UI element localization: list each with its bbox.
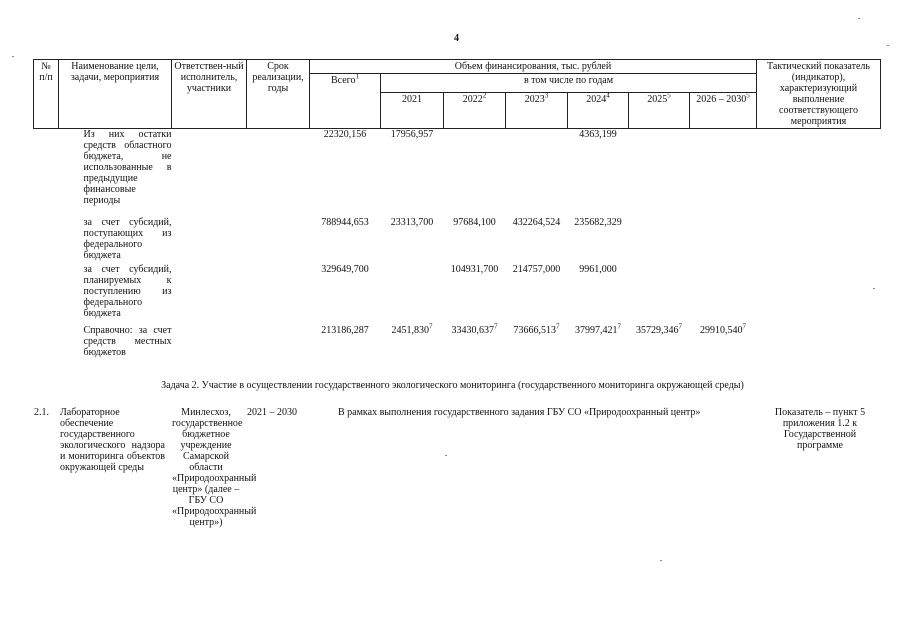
header-term: Срок реализации, годы — [247, 60, 310, 129]
row-2023: 73666,513$^7$ — [513, 322, 560, 336]
row-2023: 432264,524 — [512, 216, 561, 228]
row-2025 — [629, 129, 690, 217]
header-year: 2026 – 2030$^5$ — [690, 93, 757, 129]
row-2025 — [629, 264, 690, 325]
task-2-title: Задача 2. Участие в осуществлении государственного экологического мониторинга (государственного мониторинга окружающей среды) — [161, 380, 744, 391]
header-indicator: Тактический показатель (индикатор), характеризующий выполнение соответствующего мероприятия — [757, 60, 881, 129]
header-responsible: Ответствен-ный исполнитель, участники — [172, 60, 247, 129]
row-2026-2030 — [690, 129, 757, 217]
row-2021 — [381, 264, 444, 325]
row-total: 329649,700 — [321, 263, 369, 275]
row-2021: 17956,957 — [390, 129, 434, 140]
scan-speck — [873, 288, 875, 289]
header-financing: Объем финансирования, тыс. рублей — [310, 60, 757, 74]
row-2024: 9961,000 — [579, 263, 617, 275]
row-2025 — [629, 217, 690, 264]
table-row — [34, 264, 881, 325]
row-2023: 214757,000 — [512, 263, 561, 275]
row-2026-2030 — [690, 264, 757, 325]
row-name: за счет субсидий, планируемых к поступлению из федерального бюджета — [83, 263, 172, 319]
row-2025: 35729,346$^7$ — [636, 322, 682, 336]
row-2022 — [444, 129, 506, 217]
scan-speck — [445, 455, 447, 456]
header-year: 2022$^2$ — [444, 93, 506, 129]
financing-table — [33, 59, 881, 363]
row-2026-2030: 29910,540$^7$ — [700, 322, 746, 336]
header-year: 2023$^3$ — [506, 93, 568, 129]
header-year: 2025$^5$ — [629, 93, 690, 129]
row-name: за счет субсидий, поступающих из федерального бюджета — [83, 216, 172, 261]
row-2024: 37997,421$^7$ — [575, 322, 621, 336]
page-number: 4 — [454, 33, 459, 44]
item-term: 2021 – 2030 — [247, 407, 297, 418]
row-2024: 4363,199 — [579, 129, 617, 140]
row-2022: 104931,700 — [450, 263, 499, 275]
item-financing: В рамках выполнения государственного задания ГБУ СО «Природоохранный центр» — [338, 407, 701, 418]
table-row — [34, 129, 881, 217]
row-2021: 2451,830$^7$ — [391, 322, 433, 336]
row-2024: 235682,329 — [574, 216, 622, 228]
row-2021: 23313,700 — [390, 216, 434, 228]
header-name: Наименование цели, задачи, мероприятия — [59, 60, 172, 129]
row-2022: 33430,637$^7$ — [451, 322, 498, 336]
item-indicator: Показатель – пункт 5 приложения 1.2 к Государственной программе — [774, 407, 866, 451]
item-name: Лабораторное обеспечение государственного экологического надзора и мониторинга объектов окружающей среды — [60, 407, 165, 473]
scan-speck — [660, 560, 662, 561]
row-total: 213186,287 — [321, 324, 369, 336]
scan-speck — [12, 56, 14, 57]
row-name: Справочно: за счет средств местных бюджетов — [83, 324, 172, 358]
row-name: Из них остатки средств областного бюджета, не использованные в предыдущие финансовые периоды — [83, 129, 172, 206]
header-year: 2024$^4$ — [568, 93, 629, 129]
row-total: 788944,653 — [321, 216, 369, 228]
header-by-years: в том числе по годам — [381, 74, 757, 93]
item-responsible: Минлесхоз, государственное бюджетное учреждение Самарской области «Природоохранный центр» (далее – ГБУ СО «Природоохранный центр») — [172, 407, 257, 528]
row-2023 — [506, 129, 568, 217]
scan-speck — [858, 18, 860, 19]
table-row — [34, 325, 881, 363]
row-total: 22320,156 — [323, 129, 367, 140]
header-num: № п/п — [34, 60, 59, 129]
header-total: Всего$^1$ — [310, 74, 381, 129]
table-row — [34, 217, 881, 264]
scan-speck — [887, 45, 889, 46]
row-2022: 97684,100 — [453, 216, 496, 228]
row-2026-2030 — [690, 217, 757, 264]
item-number: 2.1. — [34, 407, 49, 418]
header-year: 2021 — [381, 93, 444, 129]
